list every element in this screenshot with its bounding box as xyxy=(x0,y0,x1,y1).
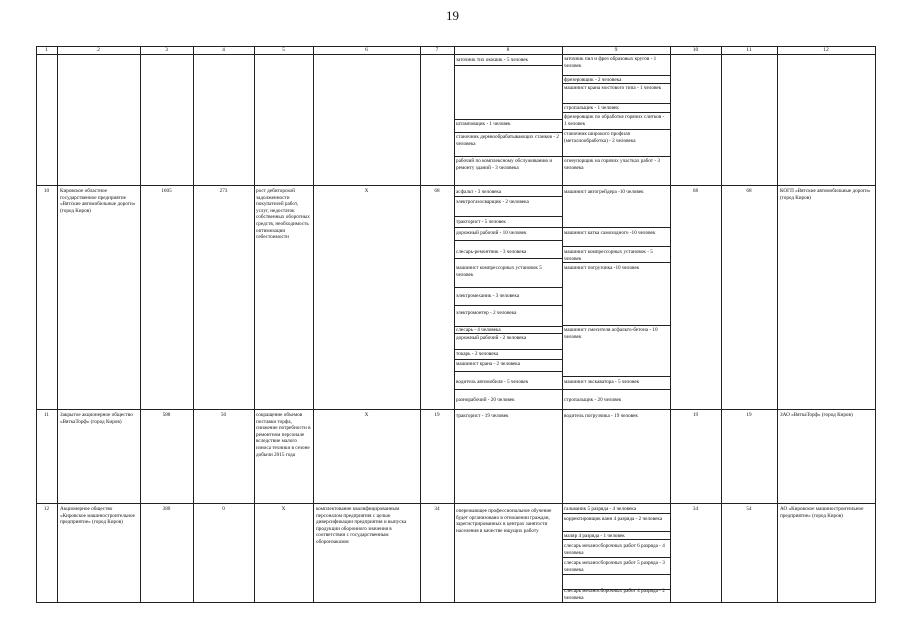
profession-cell: электромеханик - 3 человека xyxy=(456,293,520,299)
column-10-value: 19 xyxy=(692,412,699,418)
total-employees: 380 xyxy=(162,506,171,512)
column-11-value: 19 xyxy=(746,412,752,418)
trainees-count: 34 xyxy=(434,506,440,512)
profession-cell: тракторист - 5 человек xyxy=(456,219,506,225)
profession-cell: опережающее профессиональное обучение будет организовано в отношении граждан, зарегистрированных в центрах занятости населения в качестве ищущих работу xyxy=(456,508,552,534)
need-cell: слесарь механосборочных работ 6 разряда - 4 человека xyxy=(564,543,665,556)
column-6-value: Х xyxy=(364,188,369,194)
need-cell: водитель погрузчика - 19 человек xyxy=(564,413,638,419)
header-col-2: 2 xyxy=(97,47,100,53)
total-employees: 1605 xyxy=(161,188,172,194)
profession-cell: электрогазосварщик - 2 человека xyxy=(456,199,529,205)
need-cell: станочник широкого профиля (металлообработка) - 2 человека xyxy=(564,131,636,144)
header-col-6: 6 xyxy=(365,47,368,53)
release-reason: сокращение объемов поставки торфа, снижение потребности в ремонтном персонале вследствие малого износа техники в сезоне добычи 2015 года xyxy=(256,412,311,458)
column-11-value: 54 xyxy=(746,506,752,512)
need-cell: стропальщик - 1 человек xyxy=(564,105,619,111)
released-employees: 50 xyxy=(220,412,227,418)
need-cell: слесарь механосборочных работ 4 разряда - 2 человека xyxy=(564,588,665,601)
row-number: 11 xyxy=(44,412,49,418)
need-cell: машинист автогрейдера -10 человек xyxy=(564,189,644,195)
need-cell: корректировщик ванн 4 разряда - 2 человека xyxy=(564,516,663,522)
trainees-count: 19 xyxy=(434,412,440,418)
table xyxy=(36,46,876,602)
training-organization: АО «Кировское машиностроительное предприятие» (город Киров) xyxy=(780,506,864,519)
need-cell: машинист компрессорных установок - 5 человек xyxy=(564,249,653,262)
profession-cell: тракторист - 19 человек xyxy=(456,413,509,419)
column-5-value: Х xyxy=(281,506,286,512)
profession-cell: слесарь-ремонтник - 3 человека xyxy=(456,249,527,255)
profession-cell: асфальт - 3 человека xyxy=(456,189,502,195)
profession-cell: дорожный рабочий - 10 человек xyxy=(456,230,527,236)
total-employees: 588 xyxy=(162,412,171,418)
profession-cell: токарь - 2 человека xyxy=(456,351,499,357)
column-6-value: Х xyxy=(364,412,369,418)
need-cell: фрезеровщик по обработке горячих слитков - 1 человек xyxy=(564,114,665,127)
profession-cell: рабочий по комплексному обслуживанию и ремонту зданий - 3 человека xyxy=(456,158,553,171)
profession-cell: дорожный рабочий - 2 человека xyxy=(456,335,527,341)
organization-name: Акционерное общество «Кировское машиностроительное предприятие» (город Киров) xyxy=(60,506,135,526)
need-cell: машинист крана мостового типа - 1 человек xyxy=(564,85,662,91)
profession-cell: машинист компрессорных установок 5 человек xyxy=(456,265,542,278)
header-col-1: 1 xyxy=(45,47,48,53)
row-number: 12 xyxy=(43,506,50,512)
need-cell: машинист смесителя асфальто-бетона - 10 человек xyxy=(564,327,658,340)
need-cell: маляр 4 разряда - 1 человек xyxy=(564,533,625,539)
header-col-10: 10 xyxy=(692,47,699,53)
need-cell: заточник пил и фрез образовых кругов - 1 человек xyxy=(564,56,657,69)
release-reason: рост дебиторской задолженности покупателей работ, услуг, недостаток собственных оборотных средств, необходимость оптимизации себестоимости xyxy=(256,188,310,241)
header-col-11: 11 xyxy=(746,47,752,53)
header-col-7: 7 xyxy=(435,47,439,53)
profession-cell: штамповщик - 1 человек xyxy=(456,121,511,127)
organization-name: Закрытое акционерное общество «ВяткаТорф» (город Киров) xyxy=(60,412,133,425)
page-number: 19 xyxy=(446,8,459,23)
need-cell: фрезеровщик - 2 человека xyxy=(564,77,622,83)
need-cell: гальваник 5 разряда - 4 человека xyxy=(564,506,637,512)
released-employees: 273 xyxy=(219,188,228,194)
header-col-8: 8 xyxy=(506,47,510,53)
profession-cell: электромонтер - 2 человека xyxy=(456,310,517,316)
header-col-9: 9 xyxy=(614,47,618,53)
header-col-12: 12 xyxy=(823,47,829,53)
training-organization: ЗАО «ВяткаТорф» (город Киров) xyxy=(780,412,853,418)
need-cell: машинист погрузчика -10 человек xyxy=(564,265,640,271)
column-10-value: 34 xyxy=(692,506,699,512)
training-organization: КОГП «Вятские автомобильные дороги» (город Киров) xyxy=(780,188,871,201)
row-number: 10 xyxy=(43,188,50,194)
profession-cell: машинист крана - 2 человека xyxy=(456,361,521,367)
profession-cell: водитель автомобиля - 5 человек xyxy=(456,379,529,385)
need-cell: стропальщик - 20 человек xyxy=(564,397,622,403)
column-10-value: 68 xyxy=(692,188,699,194)
need-cell: огнеупорщик на горячих участках работ - 3 человека xyxy=(564,158,660,171)
need-cell: машинист экскаватора - 5 человек xyxy=(564,379,640,385)
header-col-4: 4 xyxy=(222,47,225,53)
column-11-value: 68 xyxy=(746,188,752,194)
profession-cell: заточник тих окошик - 5 человек xyxy=(456,57,529,63)
profession-cell: разнорабочий - 20 человек xyxy=(456,397,515,403)
organization-name: Кировское областное государственное предприятие «Вятские автомобильные дороги» (город Киров) xyxy=(60,188,136,214)
trainees-count: 68 xyxy=(434,188,440,194)
header-col-5: 5 xyxy=(282,47,285,53)
profession-cell: станочник деревообрабатывающих станков - 2 человека xyxy=(456,134,559,147)
need-cell: машинист катка самоходного -10 человек xyxy=(564,230,656,236)
header-col-3: 3 xyxy=(165,47,168,53)
need-cell: слесарь механосборочных работ 5 разряда - 3 человека xyxy=(564,560,665,573)
hiring-reason: комплектование квалифицированным персоналом предприятия с целью диверсификации предприятия и выпуска продукции оборонного значения в соответствии с государственным оборонзаказом xyxy=(316,506,407,545)
released-employees: 0 xyxy=(222,506,225,512)
profession-cell: слесарь - 4 человека xyxy=(456,327,501,333)
